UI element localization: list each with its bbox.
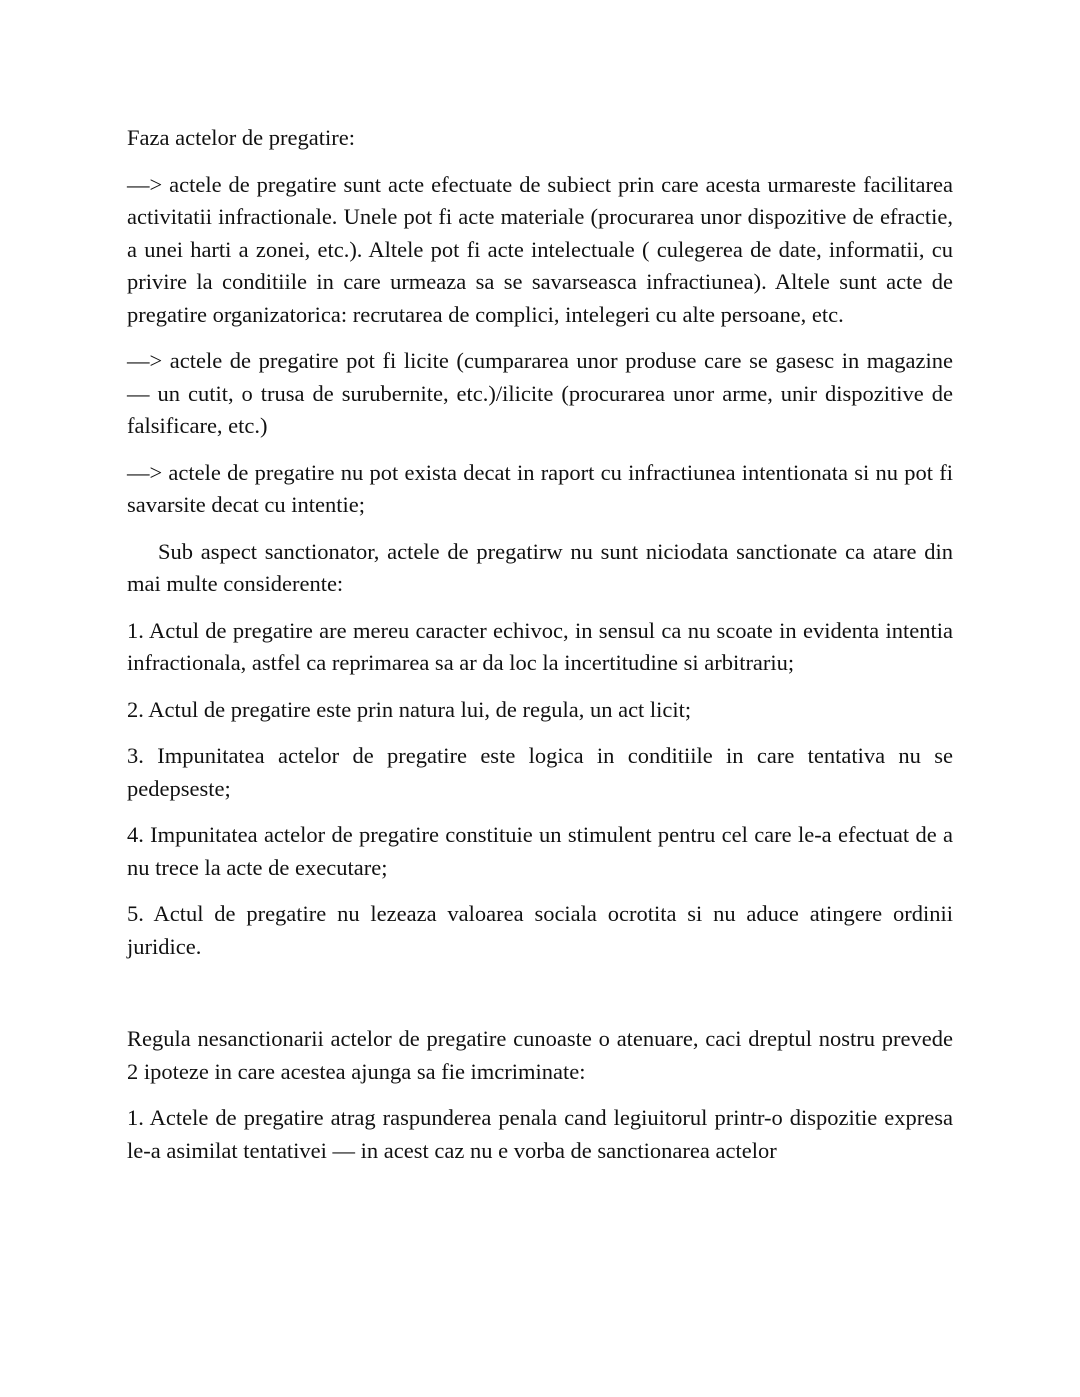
reason-item: 2. Actul de pregatire este prin natura lui, de regula, un act licit; — [127, 696, 692, 722]
document-page — [127, 122, 953, 1181]
reason-item: 1. Actul de pregatire are mereu caracter echivoc, in sensul ca nu scoate in evidenta intentia infractionala, astfel ca reprimarea sa ar da loc la incertitudine si arbitrariu; — [127, 617, 953, 675]
paragraph-spacer — [127, 977, 953, 1023]
bullet-paragraph: —> actele de pregatire sunt acte efectuate de subiect prin care acesta urmareste facilitarea activitatii infractionale. Unele pot fi acte materiale (procurarea unor dispozitive de efractie, a unei harti a zonei, etc.). Altele pot fi acte intelectuale ( culegerea de date, informatii, cu privire la conditiile in care urmeaza sa se savarseasca infractiunea). Altele sunt acte de pregatire organizatorica: recrutarea de complici, intelegeri cu alte persoane, etc. — [127, 171, 953, 327]
reason-item: 5. Actul de pregatire nu lezeaza valoarea sociala ocrotita si nu aduce atingere ordinii juridice. — [127, 901, 953, 959]
bullet-paragraph: —> actele de pregatire pot fi licite (cumpararea unor produse care se gasesc in magazine — un cutit, o trusa de surubernite, etc.)/ilicite (procurarea unor arme, unir dispozitive de falsificare, etc.) — [127, 348, 953, 438]
rule-paragraph: Regula nesanctionarii actelor de pregatire cunoaste o atenuare, caci dreptul nostru prevede 2 ipoteze in care acestea ajunga sa fie imcriminate: — [127, 1026, 953, 1084]
bullet-paragraph: —> actele de pregatire nu pot exista decat in raport cu infractiunea intentionata si nu pot fi savarsite decat cu intentie; — [127, 459, 953, 517]
reason-item: 3. Impunitatea actelor de pregatire este logica in conditiile in care tentativa nu se pedepseste; — [127, 743, 953, 801]
section-heading: Faza actelor de pregatire: — [127, 125, 355, 150]
reason-item: 4. Impunitatea actelor de pregatire constituie un stimulent pentru cel care le-a efectuat de a nu trece la acte de executare; — [127, 822, 953, 880]
sanction-intro-paragraph: Sub aspect sanctionator, actele de pregatirw nu sunt niciodata sanctionate ca atare din mai multe considerente: — [127, 538, 953, 596]
exception-item: 1. Actele de pregatire atrag raspunderea penala cand legiuitorul printr-o dispozitie expresa le-a asimilat tentativei — in acest caz nu e vorba de sanctionarea actelor — [127, 1105, 953, 1163]
